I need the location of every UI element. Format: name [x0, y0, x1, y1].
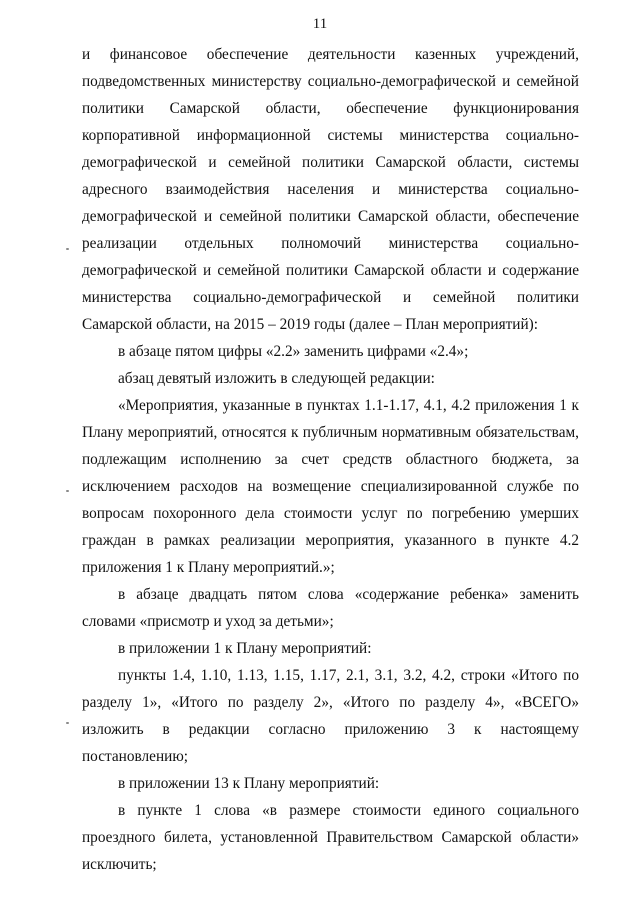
paragraph-plan-title-continuation: и финансовое обеспечение деятельности казенных учреждений, подведомственных министерству социально-демографической и семейной политики Самарской области, обеспечение функционирования корпоративной информационной системы министерства социально-демографической и семейной политики Самарской области, системы адресного взаимодействия населения и министерства социально-демографической и семейной политики Самарской области, обеспечение реализации отдельных полномочий министерства социально-демографической и семейной политики Самарской области и содержание министерства социально-демографической и семейной политики Самарской области, на 2015 – 2019 годы (далее – План мероприятий): — [82, 46, 579, 333]
scan-speck — [66, 722, 69, 724]
paragraph-appendix-1-heading: в приложении 1 к Плану мероприятий: — [118, 640, 372, 657]
paragraph-amend-fifth-abzac: в абзаце пятом цифры «2.2» заменить цифрами «2.4»; — [118, 343, 469, 360]
paragraph-new-ninth-abzac-text: «Мероприятия, указанные в пунктах 1.1-1.17, 4.1, 4.2 приложения 1 к Плану мероприятий, относятся к публичным нормативным обязательствам, подлежащим исполнению за счет средств областного бюджета, за исключением расходов на возмещение специализированной службе по вопросам похоронного дела стоимости услуг по погребению умерших граждан в рамках реализации мероприятия, указанного в пункте 4.2 приложения 1 к Плану мероприятий.»; — [82, 397, 579, 576]
paragraph-amend-ninth-abzac: абзац девятый изложить в следующей редакции: — [118, 370, 435, 387]
document-body — [82, 41, 579, 878]
paragraph-appendix-13-item-1: в пункте 1 слова «в размере стоимости единого социального проездного билета, установленной Правительством Самарской области» исключить; — [82, 802, 579, 873]
paragraph-appendix-13-heading: в приложении 13 к Плану мероприятий: — [118, 775, 380, 792]
paragraph-appendix-1-items: пункты 1.4, 1.10, 1.13, 1.15, 1.17, 2.1, 3.1, 3.2, 4.2, строки «Итого по разделу 1», «Итого по разделу 2», «Итого по разделу 4», «ВСЕГО» изложить в редакции согласно приложению 3 к настоящему постановлению; — [82, 667, 579, 765]
scan-speck — [66, 248, 69, 250]
scan-speck — [66, 490, 69, 492]
paragraph-amend-twenty-fifth-abzac: в абзаце двадцать пятом слова «содержание ребенка» заменить словами «присмотр и уход за детьми»; — [82, 586, 579, 630]
page-number: 11 — [312, 16, 328, 32]
